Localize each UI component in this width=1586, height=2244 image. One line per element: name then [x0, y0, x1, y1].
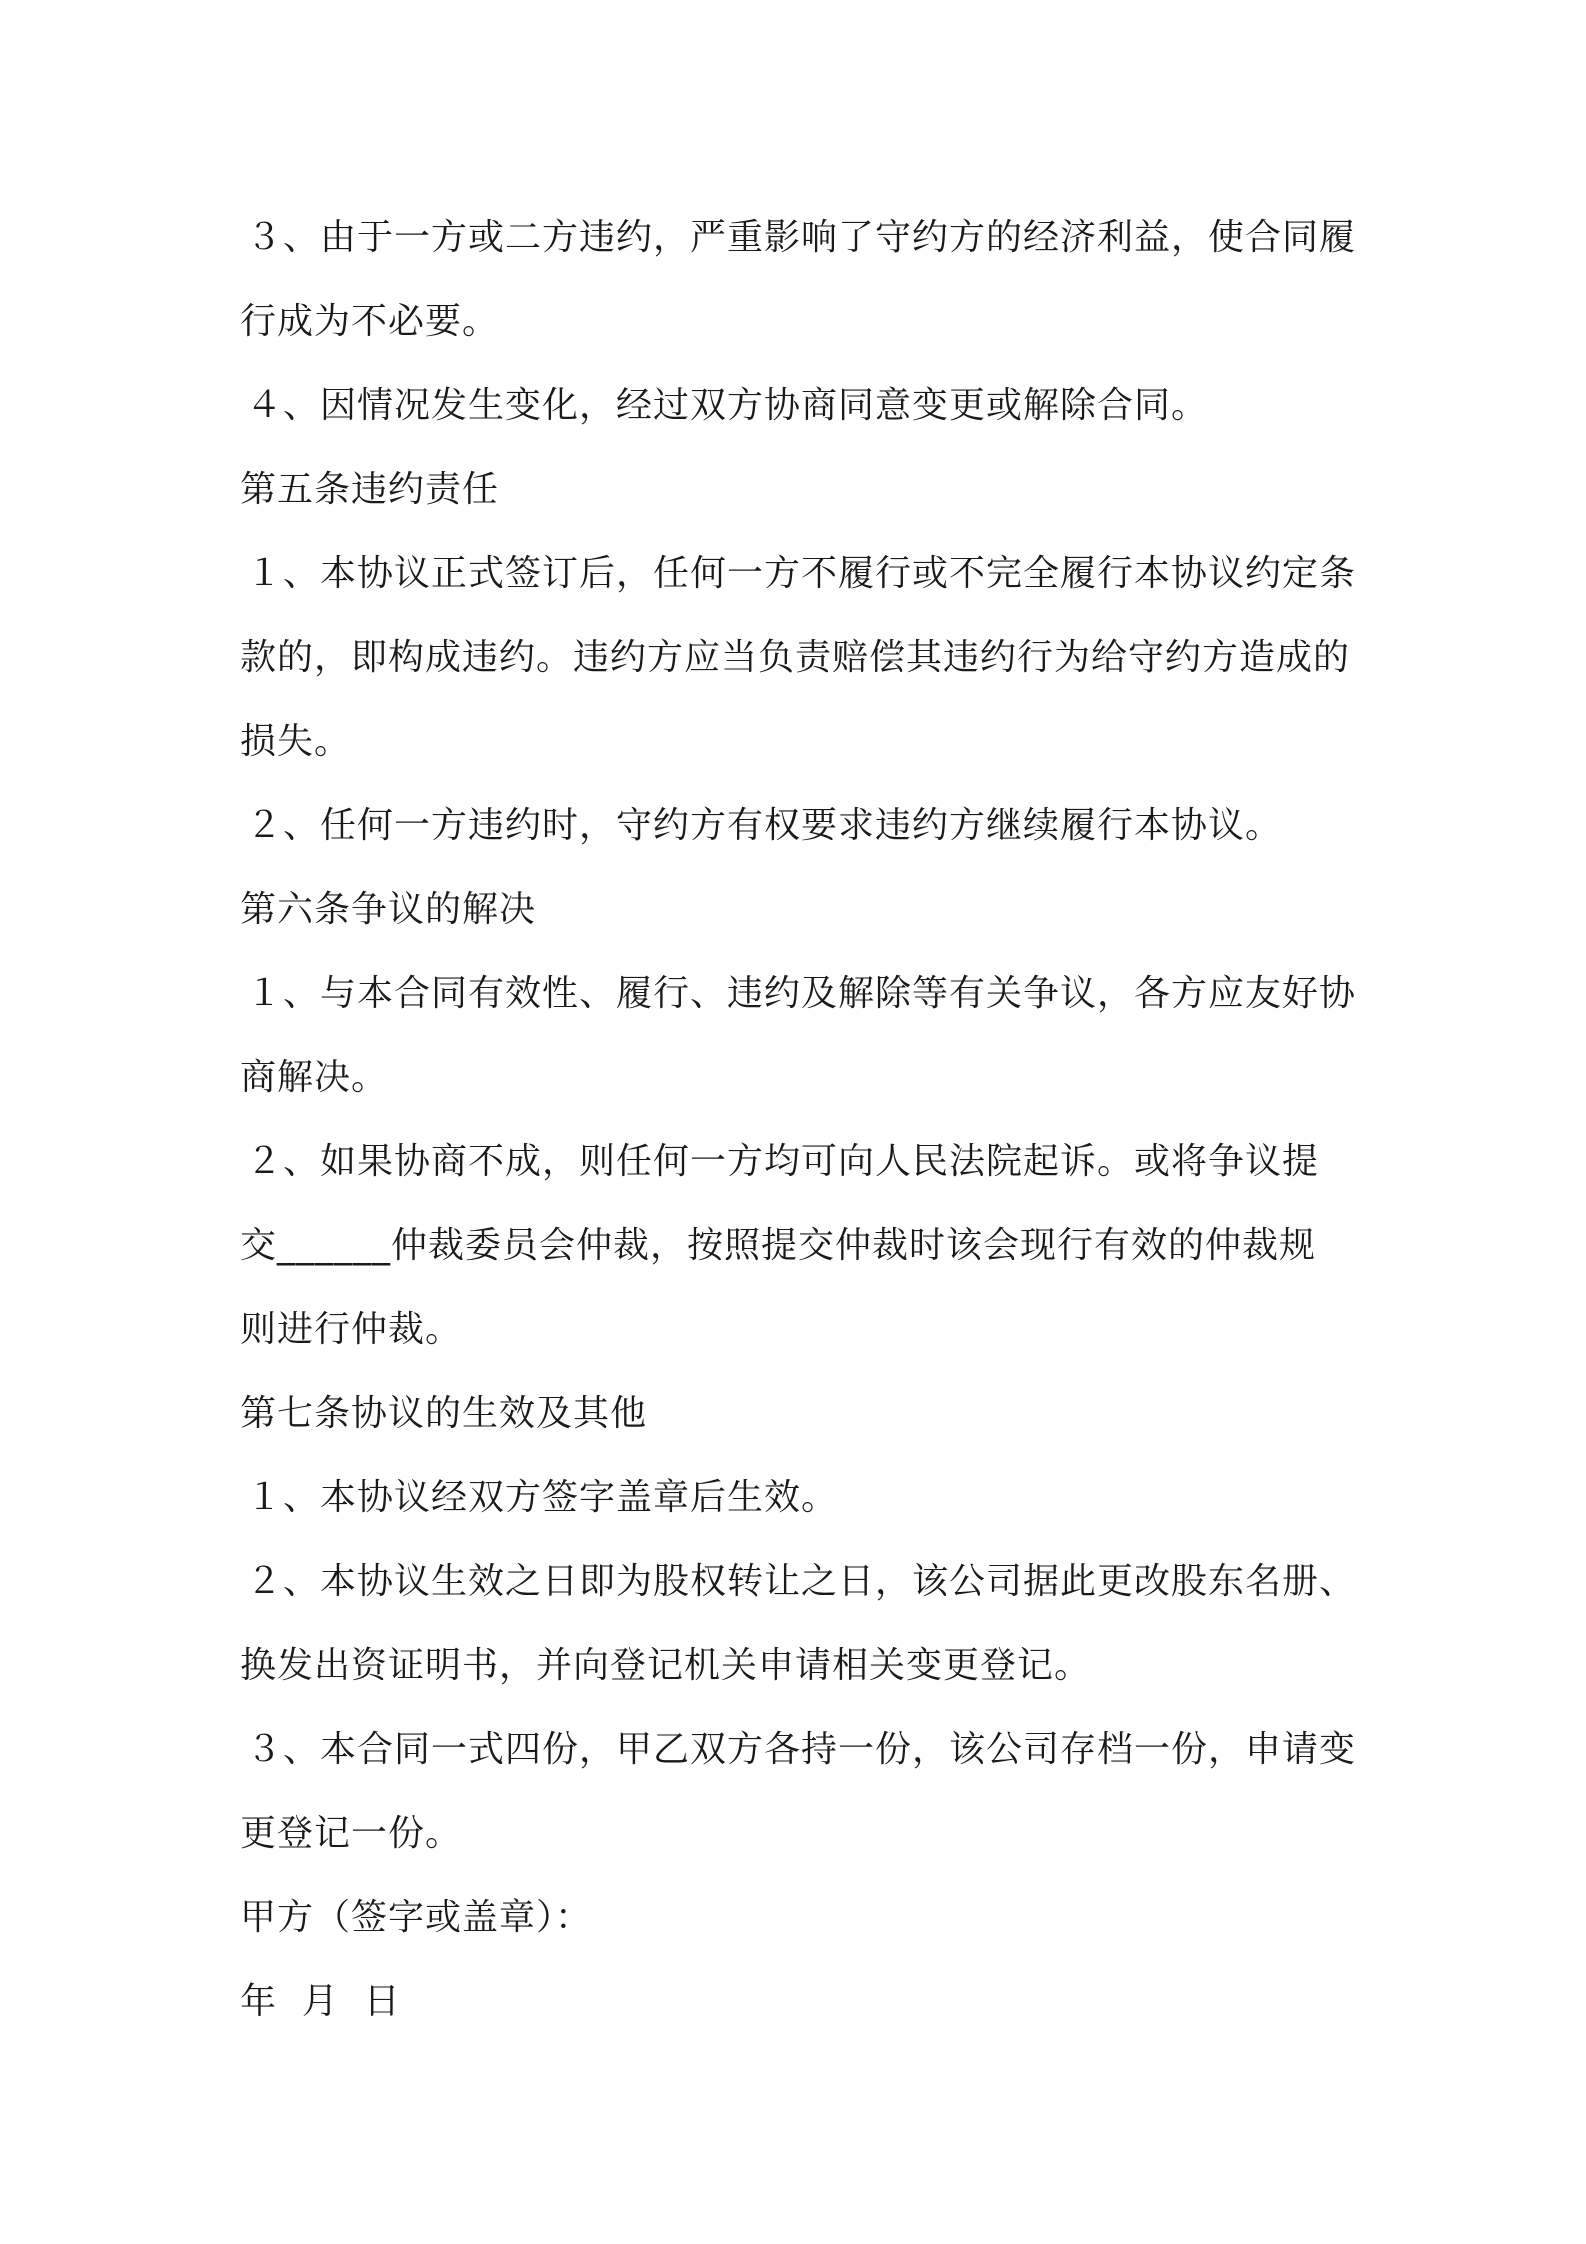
article-5-item-2-line-1: ２、任何一方违约时，守约方有权要求违约方继续履行本协议。 [246, 805, 1283, 846]
party-a-signature-line: 甲方（签字或盖章）： [240, 1897, 593, 1938]
article-7-item-2-line-2: 换发出资证明书，并向登记机关申请相关变更登记。 [240, 1645, 1092, 1686]
document-body [240, 196, 1357, 2044]
article-6-heading: 第六条争议的解决 [240, 889, 537, 930]
clause-4-line-1: ４、因情况发生变化，经过双方协商同意变更或解除合同。 [246, 385, 1209, 426]
article-5-item-1-line-3: 损失。 [240, 721, 352, 762]
article-5-item-1-line-1: １、本协议正式签订后，任何一方不履行或不完全履行本协议约定条 [246, 553, 1357, 594]
article-6-item-2-line-1: ２、如果协商不成，则任何一方均可向人民法院起诉。或将争议提 [246, 1141, 1320, 1182]
article-7-item-3-line-2: 更登记一份。 [240, 1813, 463, 1854]
article-7-item-1-line-1: １、本协议经双方签字盖章后生效。 [246, 1477, 839, 1518]
article-5-heading: 第五条违约责任 [240, 469, 500, 510]
article-6-item-1-line-2: 商解决。 [240, 1057, 389, 1098]
article-7-item-3-line-1: ３、本合同一式四份，甲乙双方各持一份，该公司存档一份，申请变 [246, 1729, 1357, 1770]
article-5-item-1-line-2: 款的，即构成违约。违约方应当负责赔偿其违约行为给守约方造成的 [240, 637, 1351, 678]
clause-3-line-2: 行成为不必要。 [240, 301, 500, 342]
article-6-item-1-line-1: １、与本合同有效性、履行、违约及解除等有关争议，各方应友好协 [246, 973, 1357, 1014]
article-7-item-2-line-1: ２、本协议生效之日即为股权转让之日，该公司据此更改股东名册、 [246, 1561, 1357, 1602]
article-6-item-2-line-2: 交______仲裁委员会仲裁，按照提交仲裁时该会现行有效的仲裁规 [240, 1225, 1317, 1266]
article-7-heading: 第七条协议的生效及其他 [240, 1393, 648, 1434]
clause-3-line-1: ３、由于一方或二方违约，严重影响了守约方的经济利益，使合同履 [246, 217, 1357, 258]
date-line: 年 月 日 [240, 1981, 401, 2022]
article-6-item-2-line-3: 则进行仲裁。 [240, 1309, 463, 1350]
